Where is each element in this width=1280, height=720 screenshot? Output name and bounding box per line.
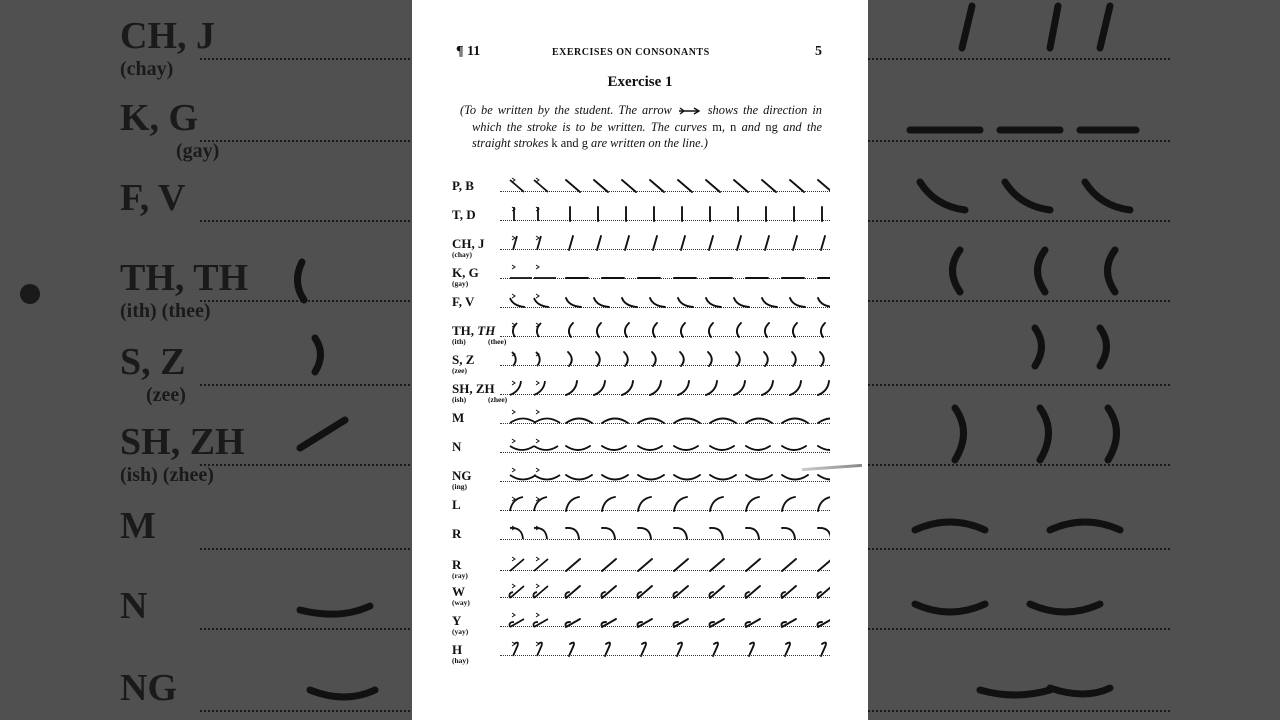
practice-stroke [734, 298, 749, 307]
practice-stroke [566, 446, 590, 450]
instr-and: and [741, 119, 761, 134]
practice-stroke [706, 381, 717, 395]
arrow-head-mark [536, 642, 539, 646]
practice-stroke [818, 419, 830, 424]
instr-ng: ng [765, 119, 778, 134]
stroke-samples [500, 493, 830, 517]
practice-stroke [793, 236, 797, 250]
practice-stroke [782, 528, 795, 539]
page-number: 5 [815, 44, 822, 59]
arrow-head-mark [536, 584, 539, 588]
instr-mn: m, n [712, 119, 737, 134]
practice-stroke [569, 323, 573, 337]
practice-stroke [713, 643, 718, 656]
exercise-row [452, 526, 832, 552]
stroke-samples [500, 435, 830, 459]
row-label: SH, ZH [452, 381, 495, 396]
section-number: ¶ 11 [456, 44, 481, 59]
demo-stroke-arrow [534, 419, 560, 424]
practice-stroke [737, 323, 741, 337]
practice-stroke [674, 446, 698, 450]
practice-stroke [709, 323, 713, 337]
row-label: NG [452, 468, 472, 483]
stroke-samples [500, 580, 830, 604]
practice-stroke [625, 323, 629, 337]
bg-label: S, Z [120, 341, 186, 383]
row-label: S, Z [452, 352, 475, 367]
exercise-row [452, 410, 832, 436]
stroke-samples [500, 261, 830, 285]
bg-label: TH, TH [120, 257, 249, 299]
practice-stroke [674, 475, 700, 480]
demo-stroke-arrow [534, 497, 547, 511]
demo-stroke-arrow [510, 419, 536, 424]
bg-sub: (chay) [120, 58, 174, 80]
practice-stroke [782, 446, 806, 450]
practice-stroke [708, 352, 712, 366]
demo-stroke-arrow [534, 475, 560, 480]
arrow-head-mark [512, 381, 515, 385]
practice-stroke [710, 475, 736, 480]
practice-stroke [782, 619, 797, 627]
instr-line1b: shows the direction in which the stroke is to be written. The curves [472, 103, 822, 134]
exercise-row [452, 265, 832, 291]
bg-sub: (ith) (thee) [120, 300, 211, 322]
row-pronunciation: (ish) [452, 395, 467, 404]
practice-stroke [681, 236, 685, 250]
practice-stroke [594, 180, 608, 192]
practice-stroke [821, 643, 826, 656]
stroke-samples [500, 609, 830, 633]
practice-stroke [566, 528, 579, 539]
bg-label: CH, J [120, 15, 215, 57]
practice-stroke [650, 298, 665, 307]
practice-stroke [624, 352, 628, 366]
practice-stroke [749, 643, 754, 656]
arrow-head-mark [536, 381, 539, 385]
stroke-samples [500, 406, 830, 430]
practice-stroke [641, 643, 646, 656]
row-label: K, G [452, 265, 479, 280]
practice-stroke [602, 559, 616, 571]
row-label: M [452, 410, 465, 425]
practice-stroke [602, 497, 615, 511]
practice-stroke [638, 419, 664, 424]
stroke-samples [500, 464, 830, 488]
bg-label: F, V [120, 177, 186, 219]
practice-stroke [674, 419, 700, 424]
arrow-head-mark [536, 557, 539, 561]
practice-stroke [674, 559, 688, 571]
demo-stroke-arrow [510, 475, 536, 480]
demo-stroke-arrow [510, 446, 534, 450]
practice-stroke [706, 180, 720, 192]
stroke-samples [500, 522, 830, 546]
practice-stroke [566, 475, 592, 480]
practice-stroke [569, 236, 573, 250]
practice-stroke [602, 446, 626, 450]
demo-stroke-arrow [533, 586, 548, 598]
stroke-samples [500, 290, 830, 314]
row-label: TH, TH [452, 323, 496, 338]
arrow-icon [677, 106, 703, 116]
bg-sub: (zee) [146, 384, 186, 406]
exercise-row [452, 352, 832, 378]
exercise-row [452, 497, 832, 523]
demo-stroke-arrow [534, 298, 549, 307]
practice-stroke [673, 586, 688, 598]
practice-stroke [596, 352, 600, 366]
row-pronunciation: (way) [452, 598, 470, 607]
bg-label: N [120, 585, 148, 627]
bg-label: M [120, 505, 156, 547]
demo-stroke-arrow [510, 497, 523, 511]
arrow-head-mark [512, 236, 515, 240]
practice-stroke [746, 475, 772, 480]
practice-stroke [674, 619, 689, 627]
arrow-head-mark [536, 265, 539, 269]
exercise-row [452, 381, 832, 407]
practice-stroke [650, 180, 664, 192]
arrow-head-mark [512, 642, 515, 646]
row-pronunciation: (gay) [452, 279, 469, 288]
stroke-samples [500, 377, 830, 401]
practice-stroke [710, 619, 725, 627]
workbook-page [412, 0, 868, 720]
practice-stroke [597, 323, 601, 337]
exercise-title: Exercise 1 [607, 74, 673, 90]
practice-stroke [674, 528, 687, 539]
bg-label: SH, ZH [120, 421, 245, 463]
practice-stroke [818, 559, 830, 571]
demo-stroke-arrow [534, 619, 549, 627]
practice-stroke [818, 180, 830, 192]
instr-kg: k and g [551, 136, 588, 150]
practice-stroke [818, 528, 830, 539]
practice-stroke [566, 298, 581, 307]
row-pronunciation: (hay) [452, 656, 469, 665]
practice-stroke [790, 381, 801, 395]
stroke-samples [500, 348, 830, 372]
arrow-head-mark [536, 294, 539, 298]
row-label: CH, J [452, 236, 485, 251]
practice-stroke [782, 497, 795, 511]
arrow-head-mark [512, 294, 515, 298]
exercise-row [452, 178, 832, 204]
practice-stroke [734, 180, 748, 192]
practice-stroke [793, 323, 797, 337]
practice-stroke [678, 298, 693, 307]
practice-stroke [782, 419, 808, 424]
arrow-head-mark [536, 178, 539, 182]
practice-stroke [602, 528, 615, 539]
practice-stroke [566, 559, 580, 571]
row-label: P, B [452, 178, 474, 193]
arrow-head-mark [512, 410, 515, 414]
practice-stroke [818, 619, 831, 627]
practice-stroke [637, 586, 652, 598]
practice-stroke [678, 180, 692, 192]
arrow-head-mark [536, 236, 539, 240]
practice-stroke [566, 180, 580, 192]
practice-stroke [710, 497, 723, 511]
practice-stroke [710, 528, 723, 539]
practice-stroke [746, 619, 761, 627]
demo-stroke-arrow [510, 298, 525, 307]
practice-stroke [677, 643, 682, 656]
practice-stroke [790, 180, 804, 192]
practice-stroke [622, 180, 636, 192]
row-pronunciation: (zhee) [488, 395, 508, 404]
arrow-head-mark [512, 439, 515, 443]
practice-stroke [818, 381, 829, 395]
stroke-samples [500, 319, 830, 343]
practice-stroke [652, 352, 656, 366]
practice-stroke [653, 236, 657, 250]
practice-stroke [782, 559, 796, 571]
row-label: Y [452, 613, 462, 628]
practice-stroke [681, 323, 685, 337]
row-pronunciation: (yay) [452, 627, 469, 636]
practice-stroke [746, 446, 770, 450]
practice-stroke [818, 298, 830, 307]
exercise-row [452, 613, 832, 639]
arrow-head-mark [536, 468, 539, 472]
practice-stroke [746, 419, 772, 424]
practice-stroke [622, 381, 633, 395]
bg-sub: (gay) [176, 140, 220, 162]
practice-stroke [710, 446, 734, 450]
practice-stroke [566, 419, 592, 424]
practice-stroke [706, 298, 721, 307]
arrow-head-mark [512, 613, 515, 617]
arrow-head-mark [536, 410, 539, 414]
exercise-row [452, 642, 832, 668]
practice-stroke [781, 586, 796, 598]
exercise-row [452, 468, 832, 494]
practice-stroke [765, 323, 769, 337]
arrow-head-mark [512, 557, 515, 561]
exercise-row [452, 323, 832, 349]
practice-stroke [568, 352, 572, 366]
arrow-head-mark [536, 439, 539, 443]
practice-stroke [709, 236, 713, 250]
running-title: EXERCISES ON CONSONANTS [552, 47, 710, 58]
instr-line4: are written on the line.) [591, 136, 708, 150]
practice-stroke [678, 381, 689, 395]
practice-stroke [625, 236, 629, 250]
stroke-samples [500, 203, 830, 227]
arrow-head-mark [512, 468, 515, 472]
row-label: R [452, 557, 462, 572]
row-label: L [452, 497, 461, 512]
row-pronunciation: (thee) [488, 337, 507, 346]
practice-stroke [709, 586, 724, 598]
practice-stroke [566, 619, 581, 627]
instructions [456, 102, 822, 152]
practice-stroke [710, 559, 724, 571]
practice-stroke [605, 643, 610, 656]
row-label: W [452, 584, 465, 599]
practice-stroke [746, 497, 759, 511]
practice-stroke [736, 352, 740, 366]
practice-stroke [638, 559, 652, 571]
practice-stroke [790, 298, 805, 307]
exercise-row [452, 294, 832, 320]
row-label: T, D [452, 207, 476, 222]
bg-label: NG [120, 667, 177, 709]
stroke-samples [500, 553, 830, 577]
practice-stroke [762, 180, 776, 192]
practice-stroke [818, 446, 830, 450]
row-pronunciation: (chay) [452, 250, 472, 259]
practice-stroke [601, 586, 616, 598]
instr-line3: and the straight strokes [472, 119, 822, 150]
practice-stroke [746, 528, 759, 539]
practice-stroke [638, 446, 662, 450]
arrow-head-mark [512, 584, 515, 588]
practice-stroke [602, 475, 628, 480]
row-pronunciation: (ith) [452, 337, 466, 346]
practice-stroke [818, 497, 830, 511]
row-pronunciation: (zee) [452, 366, 467, 375]
practice-stroke [737, 236, 741, 250]
demo-stroke-arrow [509, 586, 524, 598]
demo-stroke-arrow [510, 619, 525, 627]
stroke-samples [500, 638, 830, 662]
practice-stroke [622, 298, 637, 307]
practice-stroke [594, 298, 609, 307]
practice-stroke [602, 419, 628, 424]
practice-stroke [745, 586, 760, 598]
exercise-row [452, 236, 832, 262]
practice-stroke [820, 352, 824, 366]
practice-stroke [566, 381, 577, 395]
practice-stroke [653, 323, 657, 337]
row-label: R [452, 526, 462, 541]
row-pronunciation: (ray) [452, 571, 468, 580]
row-pronunciation: (ing) [452, 482, 467, 491]
exercise-row [452, 584, 832, 610]
bg-label: K, G [120, 97, 199, 139]
practice-stroke [734, 381, 745, 395]
practice-stroke [821, 236, 825, 250]
practice-stroke [650, 381, 661, 395]
practice-stroke [680, 352, 684, 366]
stroke-samples [500, 174, 830, 198]
practice-stroke [785, 643, 790, 656]
row-label: H [452, 642, 463, 657]
practice-stroke [710, 419, 736, 424]
row-label: F, V [452, 294, 475, 309]
practice-stroke [817, 586, 830, 598]
practice-stroke [638, 475, 664, 480]
stroke-samples [500, 232, 830, 256]
arrow-head-mark [512, 265, 515, 269]
practice-stroke [762, 381, 773, 395]
practice-stroke [746, 559, 760, 571]
practice-stroke [594, 381, 605, 395]
practice-stroke [569, 643, 574, 656]
instr-line1: (To be written by the student. The arrow [460, 103, 672, 117]
demo-stroke-arrow [534, 446, 558, 450]
exercise-row [452, 207, 832, 233]
page-header [456, 44, 822, 64]
exercise-row [452, 439, 832, 465]
practice-stroke [782, 475, 808, 480]
practice-stroke [602, 619, 617, 627]
row-label: N [452, 439, 462, 454]
practice-stroke [566, 497, 579, 511]
practice-stroke [818, 475, 830, 480]
practice-stroke [638, 528, 651, 539]
practice-stroke [597, 236, 601, 250]
practice-stroke [638, 619, 653, 627]
practice-stroke [674, 497, 687, 511]
arrow-head-mark [536, 613, 539, 617]
practice-stroke [792, 352, 796, 366]
practice-stroke [762, 298, 777, 307]
practice-stroke [638, 497, 651, 511]
practice-stroke [565, 586, 580, 598]
practice-stroke [765, 236, 769, 250]
bg-sub: (ish) (zhee) [120, 464, 214, 486]
practice-stroke [821, 323, 825, 337]
practice-stroke [764, 352, 768, 366]
arrow-head-mark [512, 178, 515, 182]
